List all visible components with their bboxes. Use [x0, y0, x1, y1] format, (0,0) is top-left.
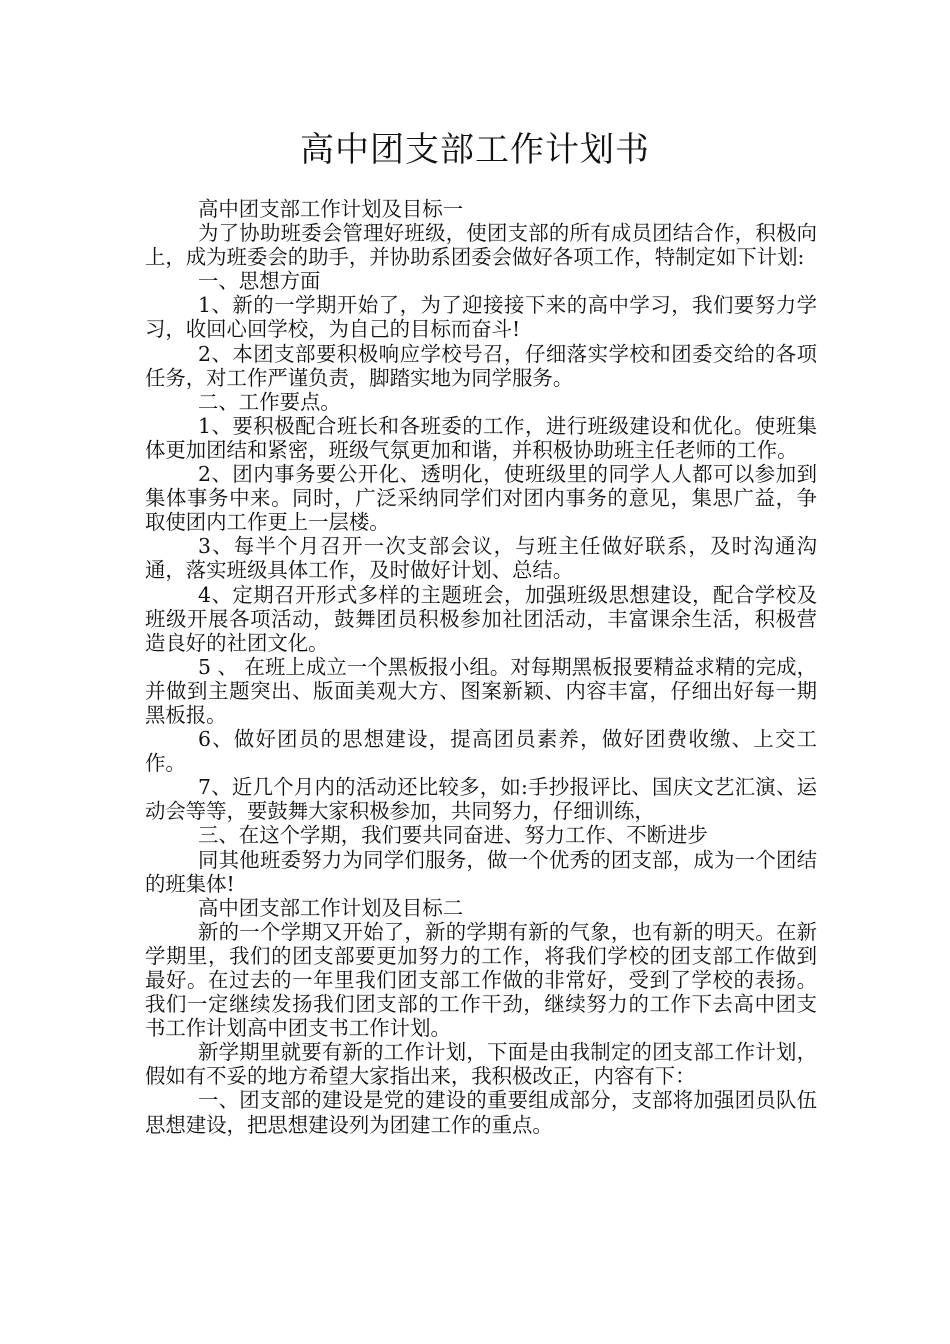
- paragraph: 一、思想方面: [198, 269, 321, 294]
- document-body: [145, 197, 817, 1137]
- paragraph: 为了协助班委会管理好班级，使团支部的所有成员团结合作，积极向上，成为班委会的助手，并协助系团委会做好各项工作，特制定如下计划:: [145, 221, 817, 270]
- paragraph: 一、团支部的建设是党的建设的重要组成部分，支部将加强团员队伍思想建设，把思想建设列为团建工作的重点。: [145, 1088, 817, 1137]
- paragraph: 二、工作要点。: [198, 389, 341, 414]
- paragraph: 高中团支部工作计划及目标一: [198, 197, 464, 221]
- paragraph: 2、团内事务要公开化、透明化，使班级里的同学人人都可以参加到集体事务中来。同时，广泛采纳同学们对团内事务的意见，集思广益，争取使团内工作更上一层楼。: [145, 462, 817, 535]
- paragraph: 7、近几个月内的活动还比较多，如:手抄报评比、国庆文艺汇演、运动会等等，要鼓舞大家积极参加，共同努力，仔细训练，: [145, 775, 817, 824]
- paragraph: 新学期里就要有新的工作计划，下面是由我制定的团支部工作计划，假如有不妥的地方希望大家指出来，我积极改正，内容有下：: [145, 1040, 817, 1089]
- paragraph: 新的一个学期又开始了，新的学期有新的气象，也有新的明天。在新学期里，我们的团支部要更加努力的工作，将我们学校的团支部工作做到最好。在过去的一年里我们团支部工作做的非常好，受到了学校的表扬。我们一定继续发扬我们团支部的工作干劲，继续努力的工作下去高中团支书工作计划高中团支书工作计划。: [145, 919, 817, 1041]
- paragraph: 1、新的一学期开始了，为了迎接接下来的高中学习，我们要努力学习，收回心回学校，为自己的目标而奋斗!: [145, 293, 817, 342]
- paragraph: 4、定期召开形式多样的主题班会，加强班级思想建设，配合学校及班级开展各项活动，鼓舞团员积极参加社团活动，丰富课余生活，积极营造良好的社团文化。: [145, 582, 817, 655]
- paragraph: 1、要积极配合班长和各班委的工作，进行班级建设和优化。使班集体更加团结和紧密，班级气氛更加和谐，并积极协助班主任老师的工作。: [145, 413, 817, 462]
- paragraph: 6、做好团员的思想建设，提高团员素养，做好团费收缴、上交工作。: [145, 727, 817, 776]
- paragraph: 3、每半个月召开一次支部会议，与班主任做好联系，及时沟通沟通，落实班级具体工作，及时做好计划、总结。: [145, 534, 817, 583]
- paragraph: 三、在这个学期，我们要共同奋进、努力工作、不断进步: [198, 823, 708, 848]
- document-title: 高中团支部工作计划书: [300, 130, 650, 170]
- paragraph: 5 、 在班上成立一个黑板报小组。对每期黑板报要精益求精的完成，并做到主题突出、版面美观大方、图案新颖、内容丰富，仔细出好每一期黑板报。: [145, 654, 817, 727]
- paragraph: 2、本团支部要积极响应学校号召，仔细落实学校和团委交给的各项任务，对工作严谨负责，脚踏实地为同学服务。: [145, 341, 817, 390]
- paragraph: 高中团支部工作计划及目标二: [198, 895, 464, 920]
- paragraph: 同其他班委努力为同学们服务，做一个优秀的团支部，成为一个团结的班集体!: [145, 847, 817, 896]
